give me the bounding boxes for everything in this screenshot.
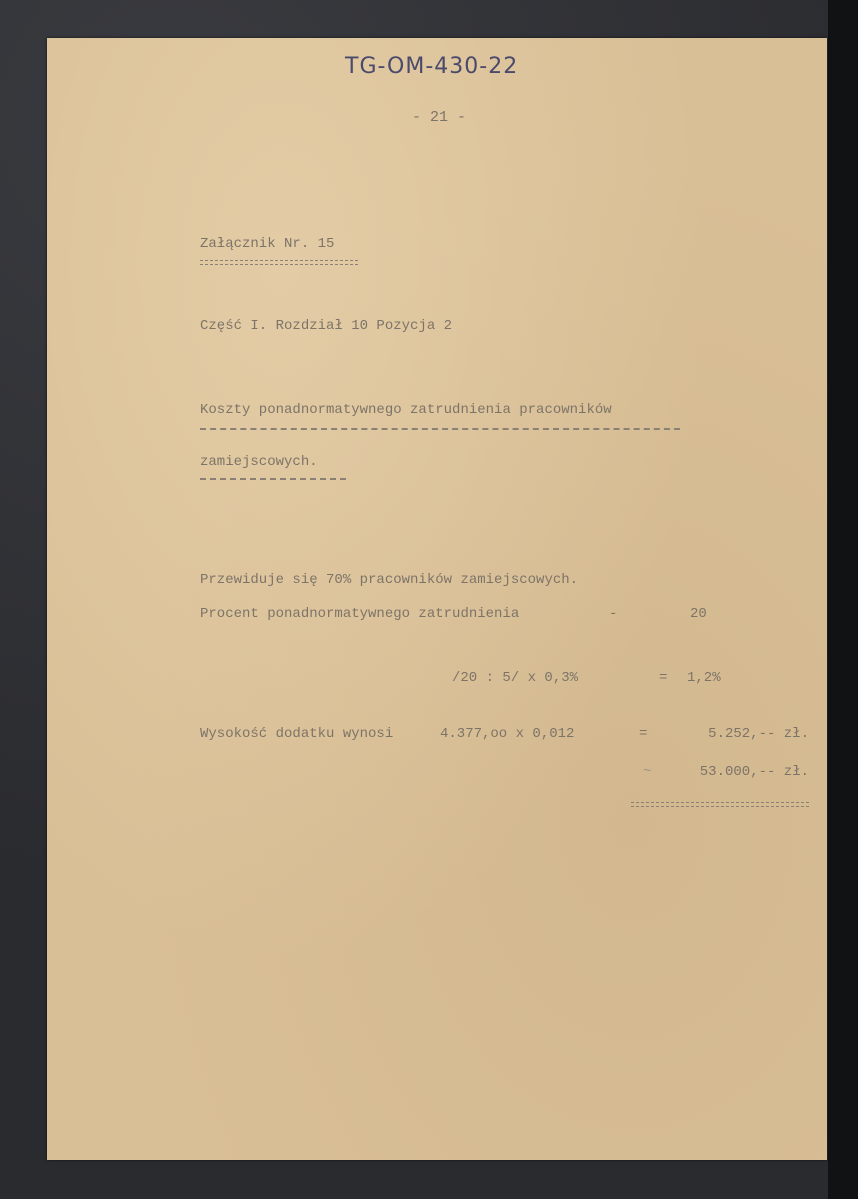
annex-title: Załącznik Nr. 15 — [200, 236, 335, 252]
employment-percent-label: Procent ponadnormatywnego zatrudnienia — [200, 606, 520, 622]
body-line-1: Przewiduje się 70% pracowników zamiejscowych. — [200, 572, 579, 588]
page-number: - 21 - — [412, 109, 467, 126]
reference-number: TG-OM-430-22 — [345, 54, 519, 79]
total-amount: 53.000,-- zł. — [699, 764, 809, 780]
allowance-label: Wysokość dodatku wynosi — [200, 726, 394, 742]
employment-percent-value: 20 — [690, 606, 707, 622]
scan-edge — [828, 0, 858, 1199]
document-page — [47, 38, 827, 1160]
heading-line-2: zamiejscowych. — [200, 454, 318, 470]
formula-equals: = — [659, 670, 668, 686]
section-line: Część I. Rozdział 10 Pozycja 2 — [200, 318, 453, 334]
allowance-equals: = — [639, 726, 648, 742]
employment-percent-dash: - — [609, 606, 618, 622]
formula-result: 1,2% — [687, 670, 721, 686]
total-double-underline — [631, 802, 809, 807]
heading-line-1-underline — [200, 428, 680, 430]
annex-title-underline — [200, 260, 358, 265]
formula: /20 : 5/ x 0,3% — [452, 670, 579, 686]
allowance-calculation: 4.377,oo x 0,012 — [440, 726, 575, 742]
heading-line-1: Koszty ponadnormatywnego zatrudnienia pracowników — [200, 402, 612, 418]
allowance-result: 5.252,-- zł. — [708, 726, 809, 742]
total-mark: ~ — [643, 764, 652, 780]
heading-line-2-underline — [200, 478, 346, 480]
